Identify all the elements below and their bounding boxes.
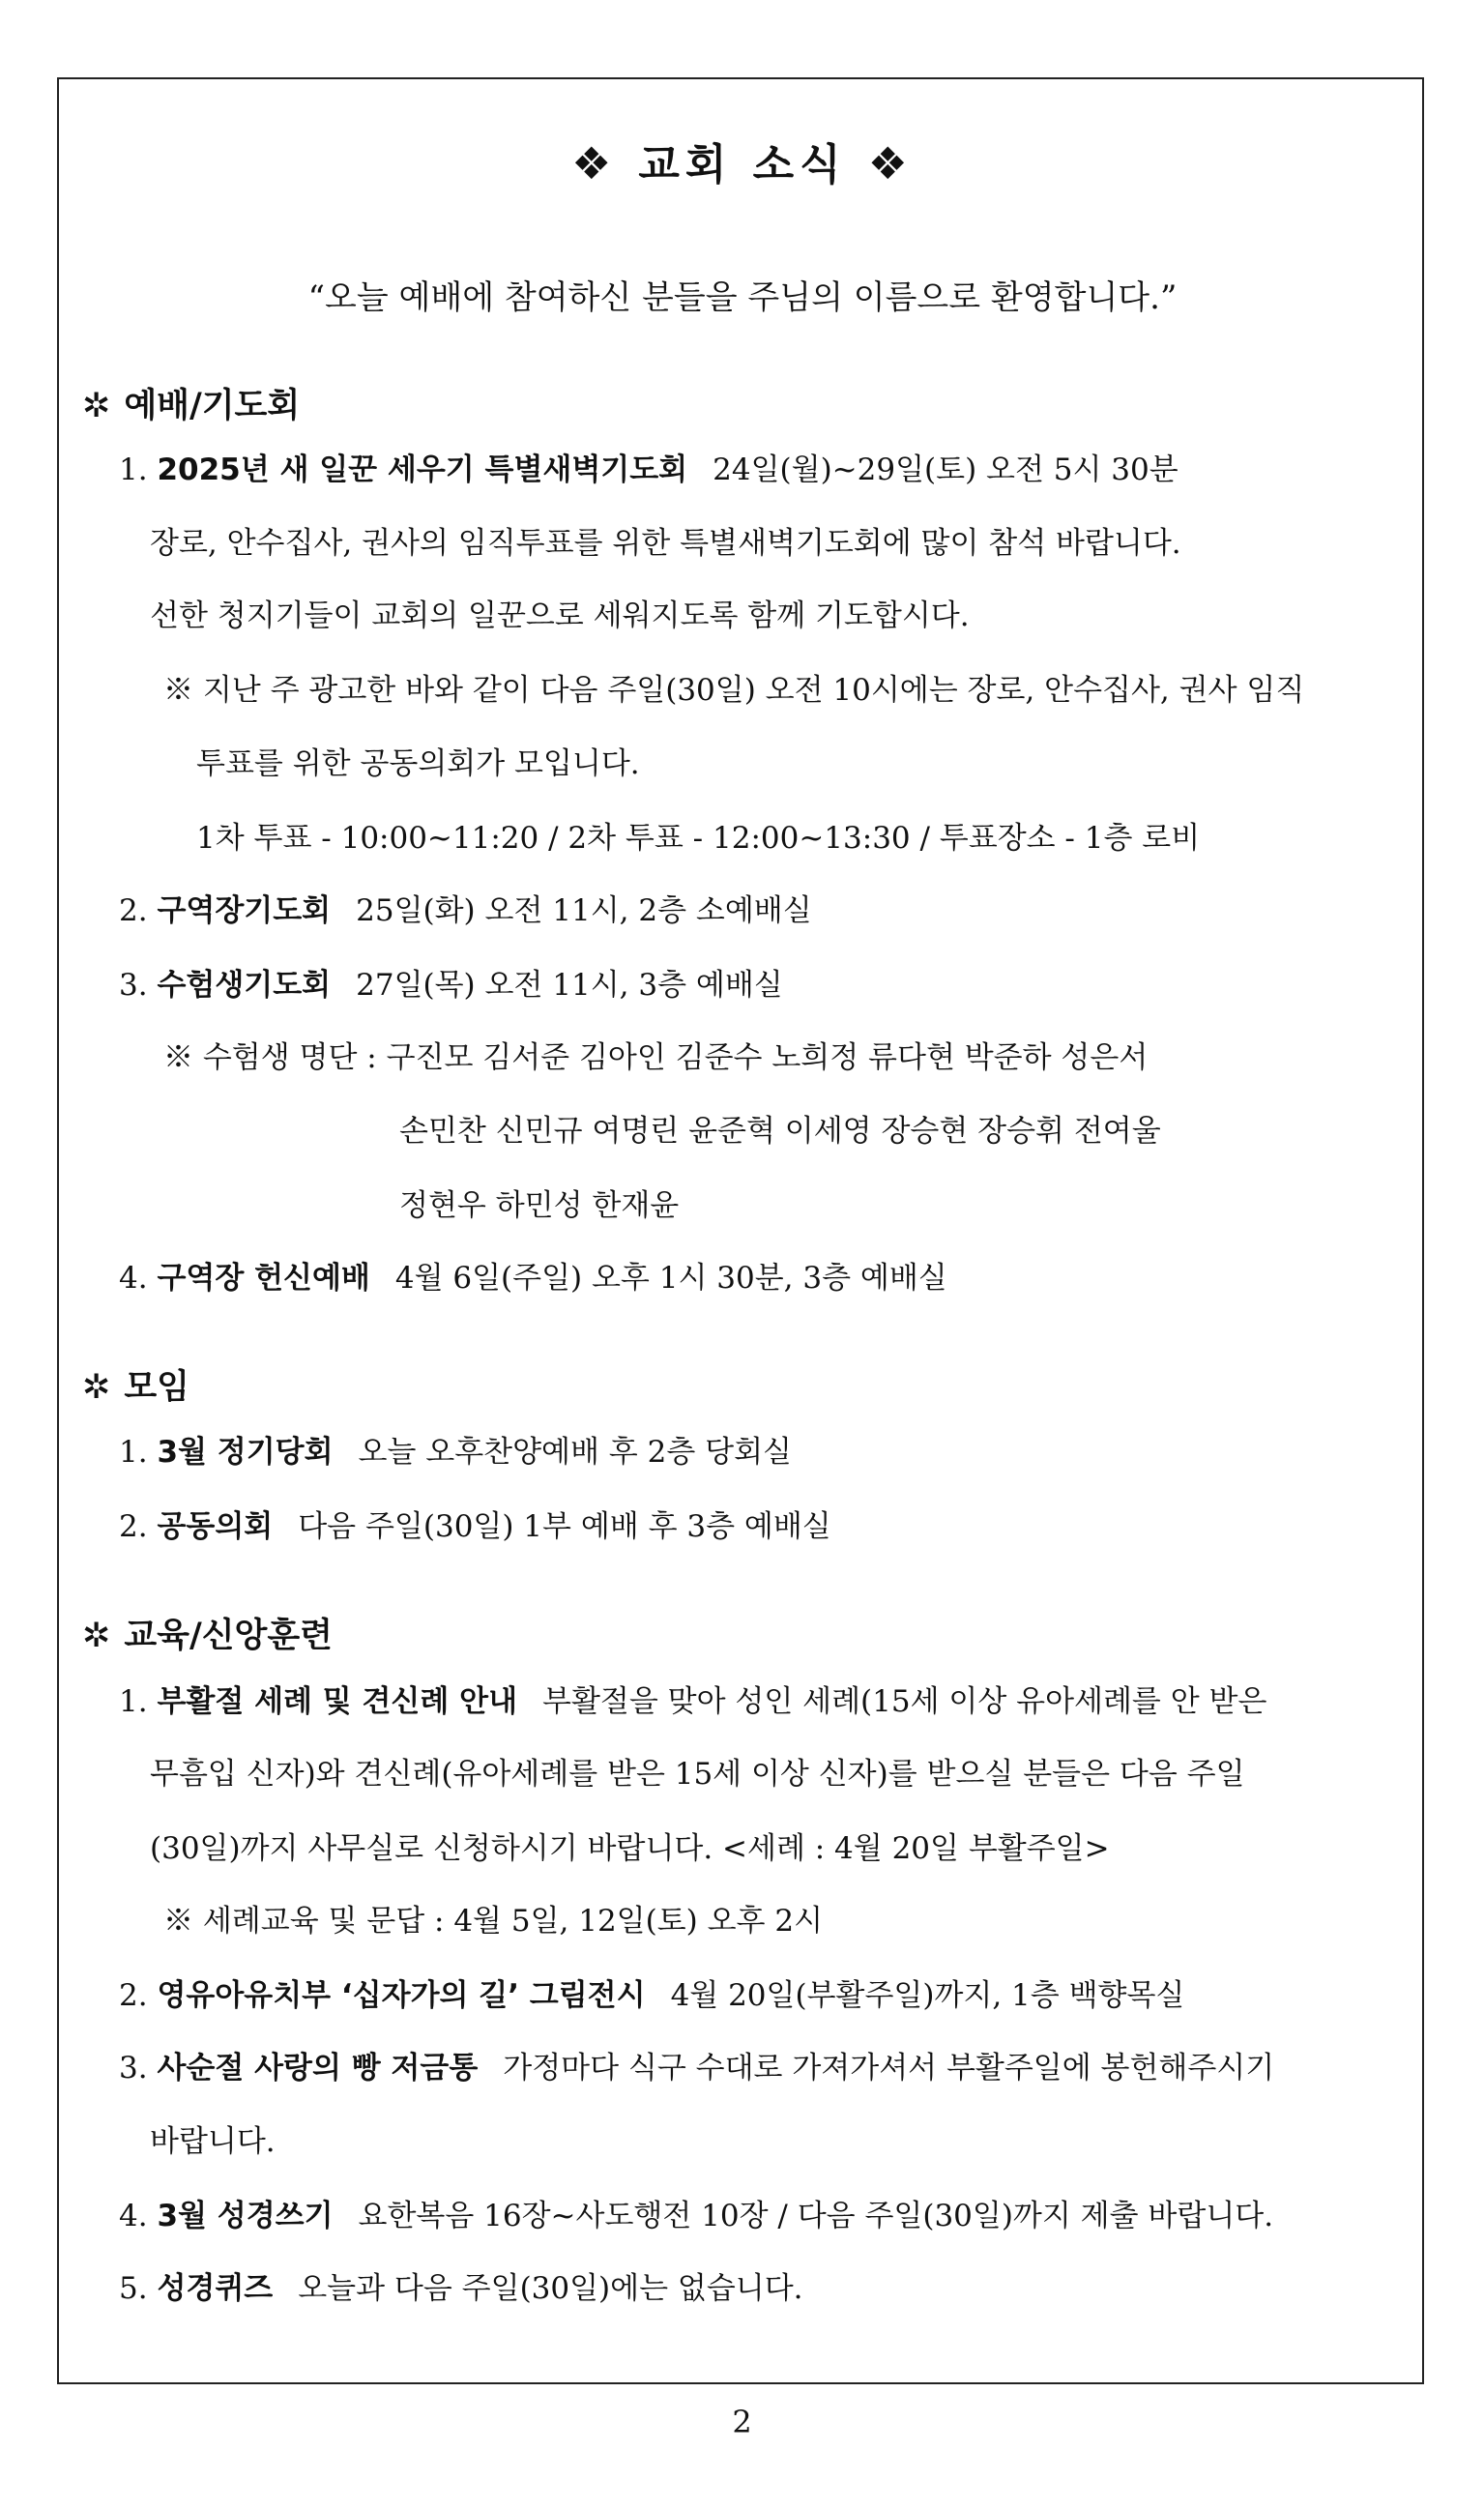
asterisk-flower-icon: ✲ [82, 1368, 111, 1407]
note-line: 투표를 위한 공동의회가 모입니다. [196, 746, 640, 781]
list-item [119, 1433, 792, 1472]
note-line: 정현우 하민성 한재윤 [399, 1188, 680, 1223]
item-number: 3. [119, 2051, 148, 2086]
page-number: 2 [732, 2404, 752, 2440]
item-heading: 구역장기도회 [157, 893, 332, 928]
list-item [119, 1259, 947, 1298]
list-item-continuation: 장로, 안수집사, 권사의 임직투표를 위한 특별새벽기도회에 많이 참석 바랍니다. [150, 526, 1181, 561]
title-text: 교회 소식 [638, 140, 847, 190]
note-line: 1차 투표 - 10:00~11:20 / 2차 투표 - 12:00~13:30 / 투표장소 - 1층 로비 [196, 821, 1201, 856]
item-heading: 2025년 새 일꾼 세우기 특별새벽기도회 [157, 452, 688, 487]
list-item [119, 1682, 1266, 1721]
note-line: ※ 지난 주 광고한 바와 같이 다음 주일(30일) 오전 10시에는 장로, 안수집사, 권사 임직 [163, 673, 1305, 708]
section-heading-worship [82, 379, 300, 427]
item-heading: 사순절 사랑의 빵 저금통 [157, 2051, 479, 2086]
page-title [59, 130, 1426, 191]
item-text: 부활절을 맞아 성인 세례(15세 이상 유아세례를 안 받은 [542, 1684, 1267, 1719]
list-item-continuation: 바랍니다. [150, 2124, 276, 2159]
section-heading-meetings [82, 1360, 189, 1409]
item-text: 오늘 오후찬양예배 후 2층 당회실 [358, 1435, 792, 1470]
item-number: 2. [119, 893, 148, 928]
item-heading: 3월 성경쓰기 [157, 2199, 334, 2233]
bulletin-frame [57, 77, 1424, 2384]
list-item [119, 451, 1178, 489]
item-number: 2. [119, 1978, 148, 2013]
item-heading: 구역장 헌신예배 [157, 1261, 370, 1296]
section-heading-education [82, 1609, 333, 1657]
note-line: ※ 수험생 명단 : 구진모 김서준 김아인 김준수 노희정 류다현 박준하 성은서 [163, 1040, 1149, 1075]
list-item [119, 2269, 803, 2308]
item-text: 요한복음 16장~사도행전 10장 / 다음 주일(30일)까지 제출 바랍니다. [358, 2199, 1274, 2233]
asterisk-flower-icon: ✲ [82, 1617, 111, 1655]
item-number: 3. [119, 968, 148, 1003]
item-heading: 수험생기도회 [157, 968, 332, 1003]
list-item [119, 1976, 1184, 2015]
item-text: 가정마다 식구 수대로 가져가셔서 부활주일에 봉헌해주시기 [503, 2051, 1275, 2086]
list-item [119, 891, 812, 930]
item-text: 오늘과 다음 주일(30일)에는 없습니다. [298, 2271, 803, 2306]
list-item [119, 2049, 1274, 2087]
asterisk-flower-icon: ✲ [82, 387, 111, 425]
list-item [119, 1507, 831, 1546]
list-item-continuation: (30일)까지 사무실로 신청하시기 바랍니다. <세례 : 4월 20일 부활주일> [150, 1831, 1110, 1866]
item-text: 다음 주일(30일) 1부 예배 후 3층 예배실 [298, 1509, 831, 1544]
item-text: 25일(화) 오전 11시, 2층 소예배실 [356, 893, 812, 928]
item-number: 2. [119, 1509, 148, 1544]
list-item-continuation: 무흠입 신자)와 견신례(유아세례를 받은 15세 이상 신자)를 받으실 분들은 다음 주일 [150, 1757, 1245, 1792]
item-number: 1. [119, 452, 148, 487]
list-item [119, 2197, 1273, 2235]
item-heading: 3월 정기당회 [157, 1435, 334, 1470]
section-heading-text: 모임 [124, 1368, 189, 1407]
item-number: 1. [119, 1435, 148, 1470]
item-text: 24일(월)~29일(토) 오전 5시 30분 [713, 452, 1178, 487]
item-number: 4. [119, 1261, 148, 1296]
diamond-ornament-icon: ❖ [867, 137, 914, 190]
item-heading: 영유아유치부 ‘십자가의 길’ 그림전시 [157, 1978, 646, 2013]
item-heading: 부활절 세례 및 견신례 안내 [157, 1684, 518, 1719]
item-text: 4월 6일(주일) 오후 1시 30분, 3층 예배실 [394, 1261, 947, 1296]
item-number: 4. [119, 2199, 148, 2233]
note-line: ※ 세례교육 및 문답 : 4월 5일, 12일(토) 오후 2시 [163, 1904, 824, 1939]
list-item [119, 966, 783, 1005]
item-heading: 성경퀴즈 [157, 2271, 274, 2306]
diamond-ornament-icon: ❖ [571, 137, 618, 190]
section-heading-text: 예배/기도회 [124, 387, 301, 425]
item-number: 5. [119, 2271, 148, 2306]
item-text: 27일(목) 오전 11시, 3층 예배실 [356, 968, 783, 1003]
list-item-continuation: 선한 청지기들이 교회의 일꾼으로 세워지도록 함께 기도합시다. [150, 598, 970, 633]
welcome-message: “오늘 예배에 참여하신 분들을 주님의 이름으로 환영합니다.” [307, 278, 1178, 317]
item-heading: 공동의회 [157, 1509, 274, 1544]
note-line: 손민찬 신민규 여명린 윤준혁 이세영 장승현 장승휘 전여울 [399, 1114, 1161, 1149]
section-heading-text: 교육/신앙훈련 [124, 1617, 333, 1655]
item-number: 1. [119, 1684, 148, 1719]
item-text: 4월 20일(부활주일)까지, 1층 백향목실 [670, 1978, 1185, 2013]
